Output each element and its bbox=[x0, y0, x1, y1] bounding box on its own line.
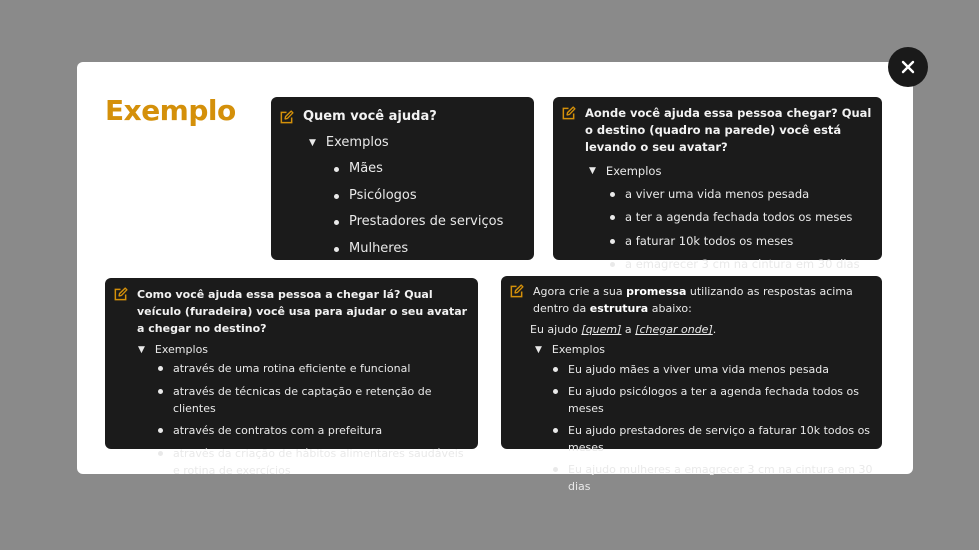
toggle-label: Exemplos bbox=[551, 343, 606, 356]
card-destination bbox=[553, 97, 882, 271]
list-item: a faturar 10k todos os meses bbox=[625, 230, 874, 253]
list-item: Mulheres bbox=[349, 236, 526, 263]
list-item: a viver uma vida menos pesada bbox=[625, 183, 874, 206]
list-item: Mães bbox=[349, 156, 526, 183]
close-icon bbox=[901, 60, 915, 74]
list-item: Eu ajudo prestadores de serviço a faturar 10k todos os meses bbox=[568, 422, 874, 456]
card-question: Aonde você ajuda essa pessoa chegar? Qual o destino (quadro na parede) você está levando o seu avatar? bbox=[585, 106, 872, 154]
examples-list bbox=[625, 183, 874, 276]
examples-toggle[interactable] bbox=[138, 343, 470, 356]
card-who-you-help bbox=[271, 97, 534, 260]
edit-icon[interactable] bbox=[561, 106, 576, 121]
promise-intro: Agora crie a sua promessa utilizando as respostas acima dentro da estrutura abaixo: bbox=[533, 285, 853, 315]
triangle-down-icon: ▼ bbox=[535, 344, 542, 355]
placeholder-where: [chegar onde] bbox=[635, 323, 713, 336]
list-item: Psicólogos bbox=[349, 183, 526, 210]
list-item: através da criação de hábitos alimentares saudáveis e rotina de exercícios bbox=[173, 445, 470, 479]
examples-list bbox=[173, 360, 470, 479]
examples-toggle[interactable] bbox=[309, 135, 526, 150]
list-item: Eu ajudo mulheres a emagrecer 3 cm na cintura em 30 dias bbox=[568, 463, 873, 493]
edit-icon[interactable] bbox=[113, 287, 128, 302]
toggle-label: Exemplos bbox=[605, 164, 662, 178]
card-question: Como você ajuda essa pessoa a chegar lá? Qual veículo (furadeira) você usa para ajudar o seu avatar a chegar no destino? bbox=[137, 288, 468, 335]
triangle-down-icon: ▼ bbox=[138, 344, 145, 355]
list-item: a emagrecer 3 cm na cintura em 30 dias bbox=[625, 253, 874, 276]
close-button[interactable] bbox=[888, 47, 928, 87]
list-item: Prestadores de serviços bbox=[349, 209, 526, 236]
examples-list bbox=[568, 361, 874, 495]
list-item: através de técnicas de captação e retenção de clientes bbox=[173, 383, 470, 417]
list-item: a ter a agenda fechada todos os meses bbox=[625, 206, 874, 229]
modal-title: Exemplo bbox=[105, 94, 236, 127]
card-promise bbox=[501, 276, 882, 493]
edit-icon[interactable] bbox=[279, 110, 294, 125]
toggle-label: Exemplos bbox=[154, 343, 209, 356]
examples-toggle[interactable] bbox=[535, 343, 874, 356]
card-vehicle bbox=[105, 278, 478, 477]
placeholder-who: [quem] bbox=[581, 323, 622, 336]
triangle-down-icon: ▼ bbox=[589, 166, 596, 176]
list-item: Eu ajudo psicólogos a ter a agenda fechada todos os meses bbox=[568, 383, 874, 417]
toggle-label: Exemplos bbox=[325, 135, 389, 150]
list-item: Eu ajudo mães a viver uma vida menos pesada bbox=[568, 361, 874, 378]
card-question: Quem você ajuda? bbox=[303, 109, 437, 124]
examples-toggle[interactable] bbox=[589, 164, 874, 178]
list-item: através de uma rotina eficiente e funcional bbox=[173, 360, 470, 377]
edit-icon[interactable] bbox=[509, 284, 524, 299]
examples-list bbox=[349, 156, 526, 262]
list-item: através de contratos com a prefeitura bbox=[173, 422, 470, 439]
triangle-down-icon: ▼ bbox=[309, 137, 316, 148]
promise-formula: Eu ajudo [quem] a [chegar onde]. bbox=[530, 323, 717, 336]
